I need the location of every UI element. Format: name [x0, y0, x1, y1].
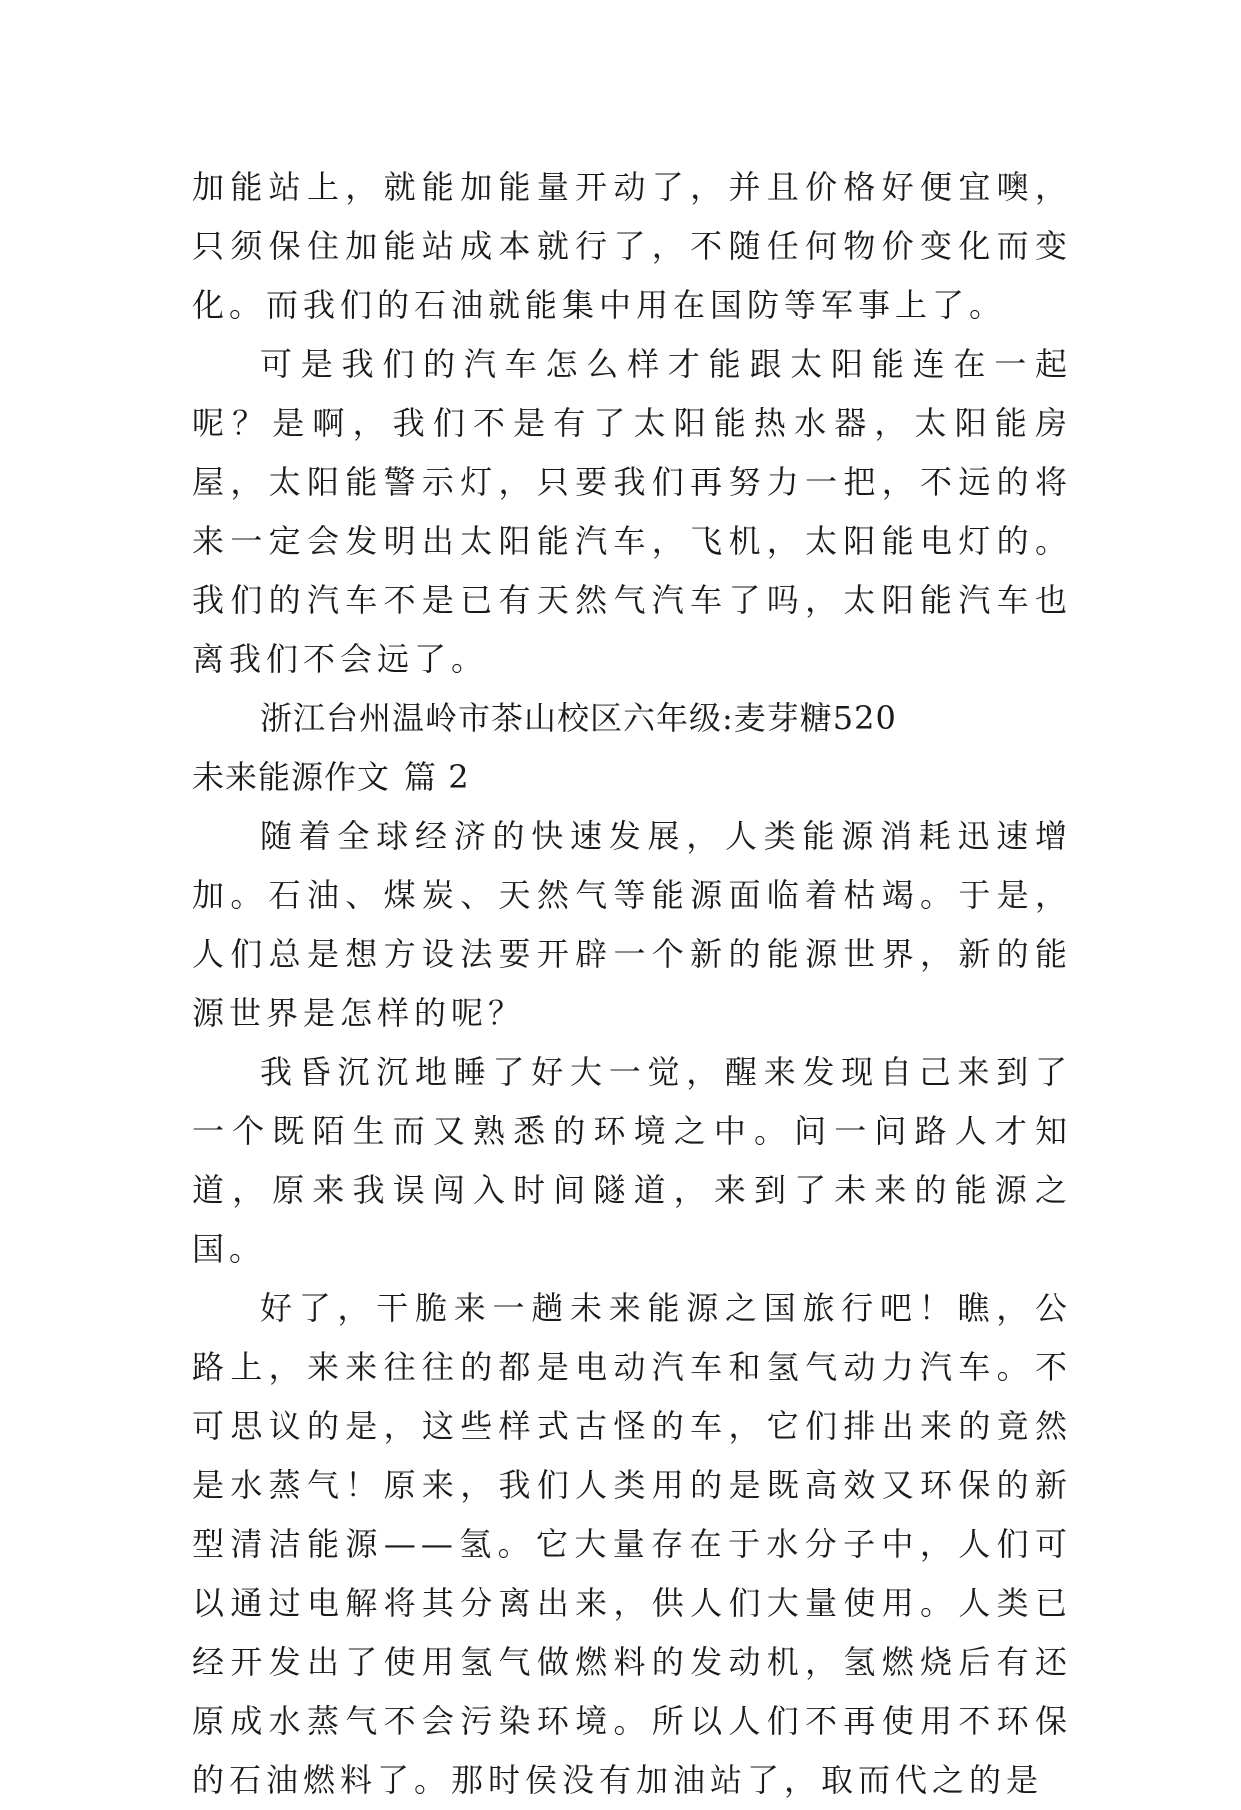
paragraph-time-tunnel: 我昏沉沉地睡了好大一觉，醒来发现自己来到了一个既陌生而又熟悉的环境之中。问一问路人才知道，原来我误闯入时间隧道，来到了未来的能源之国。: [192, 1053, 1072, 1268]
essay-section-number: 篇 2: [404, 758, 470, 796]
paragraph-continued: 加能站上，就能加能量开动了，并且价格好便宜噢，只须保住加能站成本就行了，不随任何物价变化而变化。而我们的石油就能集中用在国防等军事上了。: [192, 168, 1072, 324]
essay-title-text: 未来能源作文: [192, 758, 391, 796]
paragraph-solar-car: 可是我们的汽车怎么样才能跟太阳能连在一起呢？是啊，我们不是有了太阳能热水器，太阳能房屋，太阳能警示灯，只要我们再努力一把，不远的将来一定会发明出太阳能汽车，飞机，太阳能电灯的。我们的汽车不是已有天然气汽车了吗，太阳能汽车也离我们不会远了。: [192, 345, 1072, 678]
paragraph-hydrogen: 好了，干脆来一趟未来能源之国旅行吧！瞧，公路上，来来往往的都是电动汽车和氢气动力汽车。不可思议的是，这些样式古怪的车，它们排出来的竟然是水蒸气！原来，我们人类用的是既高效又环保的新型清洁能源——氢。它大量存在于水分子中，人们可以通过电解将其分离出来，供人们大量使用。人类已经开发出了使用氢气做燃料的发动机，氢燃烧后有还原成水蒸气不会污染环境。所以人们不再使用不环保的石油燃料了。那时侯没有加油站了，取而代之的是: [192, 1289, 1072, 1799]
essay-title: [192, 748, 1072, 807]
article-body: [192, 158, 1072, 1810]
author-signature: 浙江台州温岭市茶山校区六年级:麦芽糖520: [260, 699, 897, 737]
paragraph-intro: 随着全球经济的快速发展，人类能源消耗迅速增加。石油、煤炭、天然气等能源面临着枯竭。于是，人们总是想方设法要开辟一个新的能源世界，新的能源世界是怎样的呢？: [192, 817, 1072, 1032]
